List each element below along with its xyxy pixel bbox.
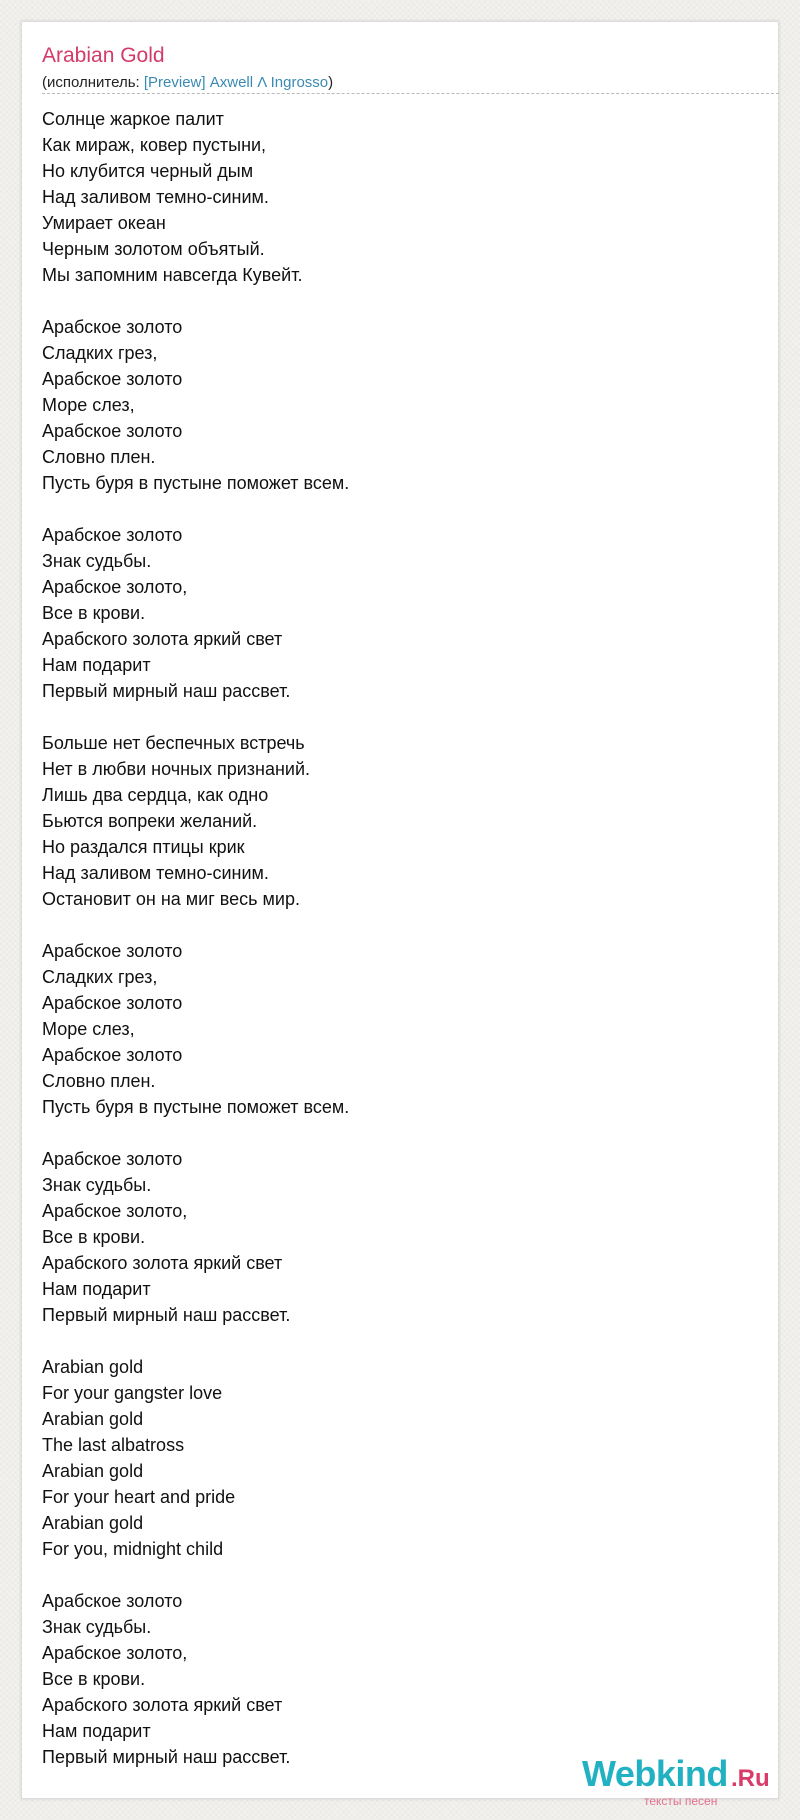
lyric-line: Пусть буря в пустыне поможет всем. [42, 1097, 350, 1117]
lyric-line: Арабского золота яркий свет [42, 1695, 283, 1715]
lyrics-card [21, 21, 779, 1808]
lyric-line: Arabian gold [42, 1513, 144, 1533]
lyric-line: Но раздался птицы крик [42, 837, 245, 857]
lyrics-stanza [42, 1354, 349, 1562]
lyrics-stanza [42, 938, 349, 1120]
lyric-line: Arabian gold [42, 1461, 144, 1481]
lyrics-stanza [42, 1146, 349, 1328]
artist-link[interactable]: [Preview] Axwell Λ Ingrosso [143, 74, 329, 91]
lyric-line: For you, midnight child [42, 1539, 224, 1559]
lyric-line: Арабское золото [42, 1149, 183, 1169]
lyric-line: Арабское золото [42, 993, 183, 1013]
lyric-line: For your gangster love [42, 1383, 223, 1403]
lyric-line: Арабского золота яркий свет [42, 1253, 283, 1273]
lyric-line: Арабское золото [42, 1045, 183, 1065]
logo-tagline: тексты песен [644, 1794, 718, 1808]
lyric-line: Нам подарит [42, 1721, 151, 1741]
lyric-line: Arabian gold [42, 1357, 144, 1377]
lyric-line: Нам подарит [42, 1279, 151, 1299]
lyric-line: Арабское золото [42, 525, 183, 545]
artist-prefix: (исполнитель: [42, 74, 144, 91]
lyric-line: Над заливом темно-синим. [42, 187, 269, 207]
lyric-line: Как мираж, ковер пустыни, [42, 135, 267, 155]
lyric-line: Знак судьбы. [42, 1175, 152, 1195]
lyric-line: Арабское золото, [42, 1643, 188, 1663]
title-divider [42, 93, 779, 94]
lyric-line: Море слез, [42, 395, 135, 415]
lyric-line: Сладких грез, [42, 967, 158, 987]
lyrics-stanza [42, 730, 349, 912]
lyric-line: Знак судьбы. [42, 551, 152, 571]
lyric-line: Мы запомним навсегда Кувейт. [42, 265, 303, 285]
lyric-line: Арабское золото [42, 941, 183, 961]
lyric-line: Бьются вопреки желаний. [42, 811, 258, 831]
lyrics-stanza [42, 106, 349, 288]
lyric-line: Арабское золото [42, 369, 183, 389]
lyric-line: Море слез, [42, 1019, 135, 1039]
lyric-line: Солнце жаркое палит [42, 109, 224, 129]
lyric-line: Первый мирный наш рассвет. [42, 681, 291, 701]
lyrics-stanza [42, 314, 349, 496]
lyric-line: Нет в любви ночных признаний. [42, 759, 311, 779]
lyric-line: Все в крови. [42, 1669, 146, 1689]
lyric-line: Сладких грез, [42, 343, 158, 363]
lyric-line: Над заливом темно-синим. [42, 863, 269, 883]
lyric-line: Все в крови. [42, 1227, 146, 1247]
lyric-line: Нам подарит [42, 655, 151, 675]
artist-line [42, 74, 333, 92]
lyric-line: Арабского золота яркий свет [42, 629, 283, 649]
lyric-line: Остановит он на миг весь мир. [42, 889, 300, 909]
song-title: Arabian Gold [42, 44, 165, 67]
lyric-line: For your heart and pride [42, 1487, 236, 1507]
site-logo[interactable] [582, 1752, 782, 1812]
lyric-line: Черным золотом объятый. [42, 239, 265, 259]
lyric-line: Словно плен. [42, 1071, 156, 1091]
lyric-line: Все в крови. [42, 603, 146, 623]
lyric-line: Больше нет беспечных встречь [42, 733, 305, 753]
lyric-line: Арабское золото, [42, 577, 188, 597]
lyric-line: Словно плен. [42, 447, 156, 467]
lyric-line: Arabian gold [42, 1409, 144, 1429]
lyric-line: Пусть буря в пустыне поможет всем. [42, 473, 350, 493]
lyrics-stanza [42, 1588, 349, 1770]
lyric-line: Арабское золото, [42, 1201, 188, 1221]
lyric-line: Первый мирный наш рассвет. [42, 1305, 291, 1325]
lyric-line: The last albatross [42, 1435, 185, 1455]
lyric-line: Знак судьбы. [42, 1617, 152, 1637]
lyric-line: Первый мирный наш рассвет. [42, 1747, 291, 1767]
artist-suffix: ) [328, 74, 334, 91]
lyric-line: Умирает океан [42, 213, 166, 233]
lyric-line: Арабское золото [42, 421, 183, 441]
lyric-line: Арабское золото [42, 1591, 183, 1611]
lyric-line: Арабское золото [42, 317, 183, 337]
lyrics-body [42, 106, 349, 1770]
lyric-line: Но клубится черный дым [42, 161, 254, 181]
logo-tld: .Ru [731, 1765, 770, 1792]
lyrics-stanza [42, 522, 349, 704]
logo-name: Webkind [582, 1753, 728, 1794]
lyric-line: Лишь два сердца, как одно [42, 785, 269, 805]
